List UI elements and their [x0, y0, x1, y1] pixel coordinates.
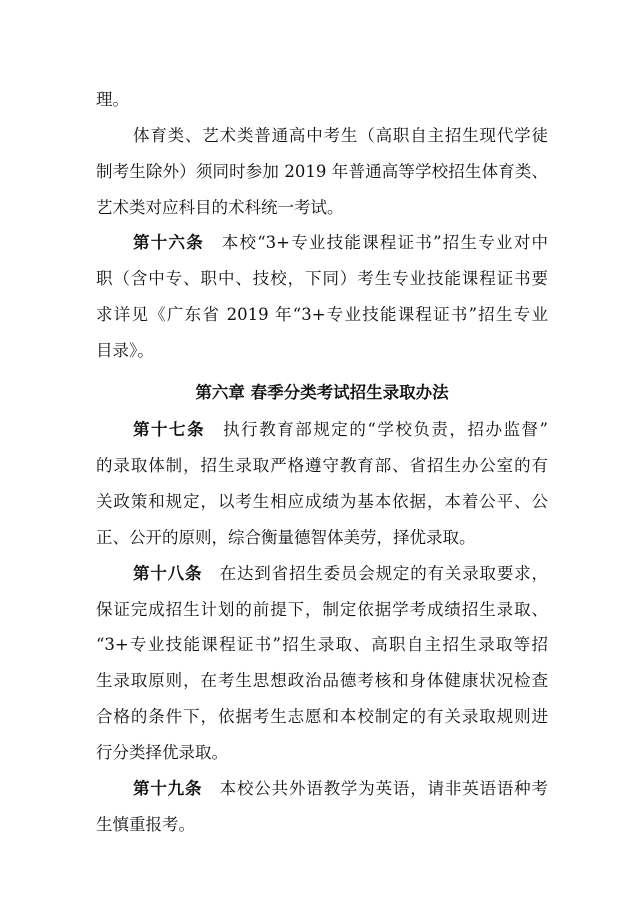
text-line: 求详见《广东省 2019 年“3+专业技能课程证书”招生专业	[96, 305, 548, 324]
article-19-first-line	[133, 772, 548, 806]
chapter-heading: 第六章 春季分类考试招生录取办法	[195, 383, 449, 402]
article-label: 第十八条	[133, 564, 203, 583]
text-line: 正、公开的原则，综合衡量德智体美劳，择优录取。	[96, 528, 476, 547]
text-line: 合格的条件下，依据考生志愿和本校制定的有关录取规则进	[96, 707, 548, 726]
article-16-first-line	[133, 226, 548, 260]
text-line: 关政策和规定，以考生相应成绩为基本依据，本着公平、公	[96, 492, 548, 511]
text-line: 生录取原则，在考生思想政治品德考核和身体健康状况检查	[96, 671, 548, 690]
text-line: 保证完成招生计划的前提下，制定依据学考成绩招生录取、	[96, 600, 548, 619]
article-18-first-line	[133, 557, 548, 591]
text-line: 执行教育部规定的“学校负责，招办监督”	[221, 420, 548, 439]
text-line: 目录》。	[96, 341, 154, 360]
text-line: 行分类择优录取。	[96, 743, 228, 762]
text-line: 理。	[96, 90, 129, 109]
text-line: 生慎重报考。	[96, 815, 195, 834]
article-17-first-line	[133, 413, 548, 447]
text-line: 在达到省招生委员会规定的有关录取要求，	[218, 564, 548, 583]
text-line: 体育类、艺术类普通高中考生（高职自主招生现代学徒	[133, 126, 548, 145]
article-label: 第十九条	[133, 779, 203, 798]
text-line: 职（含中专、职中、技校，下同）考生专业技能课程证书要	[96, 269, 548, 288]
text-line: 本校“3+专业技能课程证书”招生专业对中	[220, 233, 548, 252]
text-line: 的录取体制，招生录取严格遵守教育部、省招生办公室的有	[96, 456, 548, 475]
text-line: 艺术类对应科目的术科统一考试。	[96, 198, 344, 217]
article-label: 第十六条	[133, 233, 204, 252]
text-line: 制考生除外）须同时参加 2019 年普通高等学校招生体育类、	[96, 162, 548, 181]
text-line: 本校公共外语教学为英语，请非英语语种考	[218, 779, 548, 798]
text-line: “3+专业技能课程证书”招生录取、高职自主招生录取等招	[96, 635, 548, 654]
paragraph-continuation	[96, 83, 548, 117]
article-label: 第十七条	[133, 420, 206, 439]
